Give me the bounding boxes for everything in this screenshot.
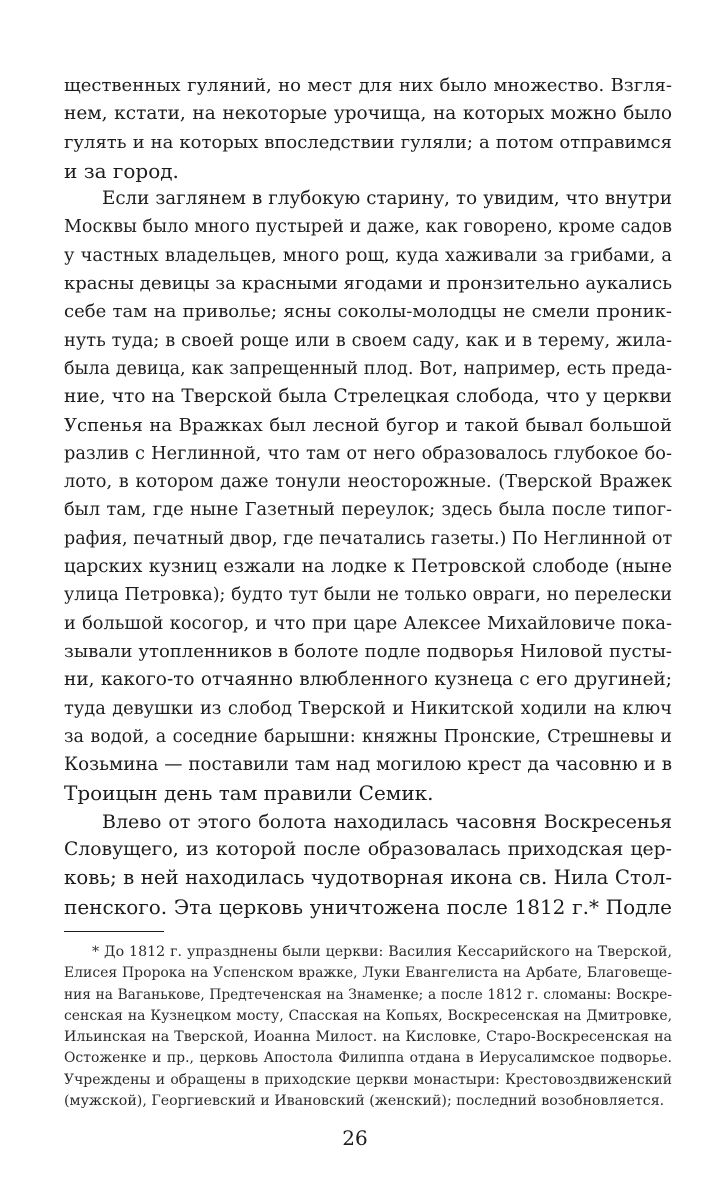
- text-line: лото, в котором даже тонули неосторожные. (Тверской Вражек: [64, 472, 672, 493]
- text-line: нем, кстати, на некоторые урочища, на которых можно было: [64, 103, 672, 125]
- main-text: [64, 72, 672, 921]
- footnote-line: Елисея Пророка на Успенском вражке, Луки Евангелиста на Арбате, Благовеще-: [64, 965, 672, 982]
- footnote-line: * До 1812 г. упразднены были церкви: Василия Кессарийского на Тверской,: [92, 944, 672, 960]
- text-line: себе там на приволье; ясны соколы-молодцы не смели проник-: [64, 301, 672, 323]
- footnote-line: Ильинская на Тверской, Иоанна Милост. на Кисловке, Старо-Воскресенская на: [64, 1029, 672, 1046]
- text-line: был там, где ныне Газетный переулок; здесь была после типог-: [64, 500, 672, 521]
- footnote-line: сенская на Кузнецком мосту, Спасская на Копьях, Воскресенская на Дмитровке,: [64, 1007, 672, 1024]
- text-line: красны девицы за красными ягодами и пронзительно аукались: [64, 273, 672, 295]
- footnote-line: Остоженке и пр., церковь Апостола Филиппа отдана в Иерусалимское подворье.: [64, 1050, 672, 1067]
- text-line: рафия, печатный двор, где печатались газеты.) По Неглинной от: [64, 528, 672, 549]
- text-line: туда девушки из слобод Тверской и Никитской ходили на ключ: [64, 698, 672, 719]
- text-line: и большой косогор, и что при царе Алексее Михайловиче пока-: [64, 613, 672, 634]
- text-line: Если заглянем в глубокую старину, то увидим, что внутри: [102, 188, 672, 210]
- text-line: за водой, а соседние барышни: княжны Пронские, Стрешневы и: [64, 726, 672, 747]
- text-line: зывали утопленников в болоте подле подворья Ниловой пусты-: [64, 640, 672, 662]
- text-line: ковь; в ней находилась чудотворная икона св. Нила Стол-: [64, 866, 672, 890]
- footnote-line: ния на Ваганькове, Предтеченская на Знаменке; а после 1812 г. сломаны: Воскре-: [64, 986, 672, 1003]
- footnote-line: Учреждены и обращены в приходские церкви монастыри: Крестовоздвиженский: [64, 1071, 672, 1088]
- text-line: Успенья на Вражках был лесной бугор и такой бывал большой: [64, 414, 672, 436]
- footnote-divider: [64, 931, 164, 932]
- text-line: улица Петровка); будто тут были не только овраги, но перелески: [64, 585, 672, 606]
- text-line: царских кузниц езжали на лодке к Петровской слободе (ныне: [64, 556, 672, 578]
- footnote-line: (мужской), Георгиевский и Ивановский (женский); последний возобновляется.: [64, 1093, 665, 1110]
- text-line: Словущего, из которой после образовалась приходская цер-: [64, 839, 672, 861]
- footnote: [64, 942, 672, 1112]
- text-line: у частных владельцев, много рощ, куда хаживали за грибами, а: [64, 245, 672, 266]
- text-line: ни, какого-то отчаянно влюбленного кузнеца с его другиней;: [64, 669, 672, 691]
- text-line: Козьмина — поставили там над могилою крест да часовню и в: [64, 754, 672, 776]
- text-line: Влево от этого болота находилась часовня Воскресенья: [102, 810, 672, 833]
- text-line: и за город.: [64, 158, 179, 183]
- text-line: Москвы было много пустырей и даже, как говорено, кроме садов: [64, 217, 672, 238]
- text-line: Троицын день там правили Семик.: [64, 781, 434, 806]
- text-line: пенского. Эта церковь уничтожена после 1812 г.* Подле: [64, 894, 672, 919]
- text-line: гулять и на которых впоследствии гуляли; а потом отправимся: [64, 131, 672, 153]
- text-line: щественных гуляний, но мест для них было множество. Взгля-: [64, 75, 672, 96]
- page-number: 26: [342, 1126, 368, 1150]
- text-line: разлив с Неглинной, что там от него образовалось глубокое бо-: [64, 443, 672, 464]
- text-line: была девица, как запрещенный плод. Вот, например, есть преда-: [64, 358, 672, 379]
- text-line: нуть туда; в своей роще или в своем саду, как и в терему, жила-: [64, 330, 672, 351]
- text-line: ние, что на Тверской была Стрелецкая слобода, что у церкви: [64, 386, 672, 408]
